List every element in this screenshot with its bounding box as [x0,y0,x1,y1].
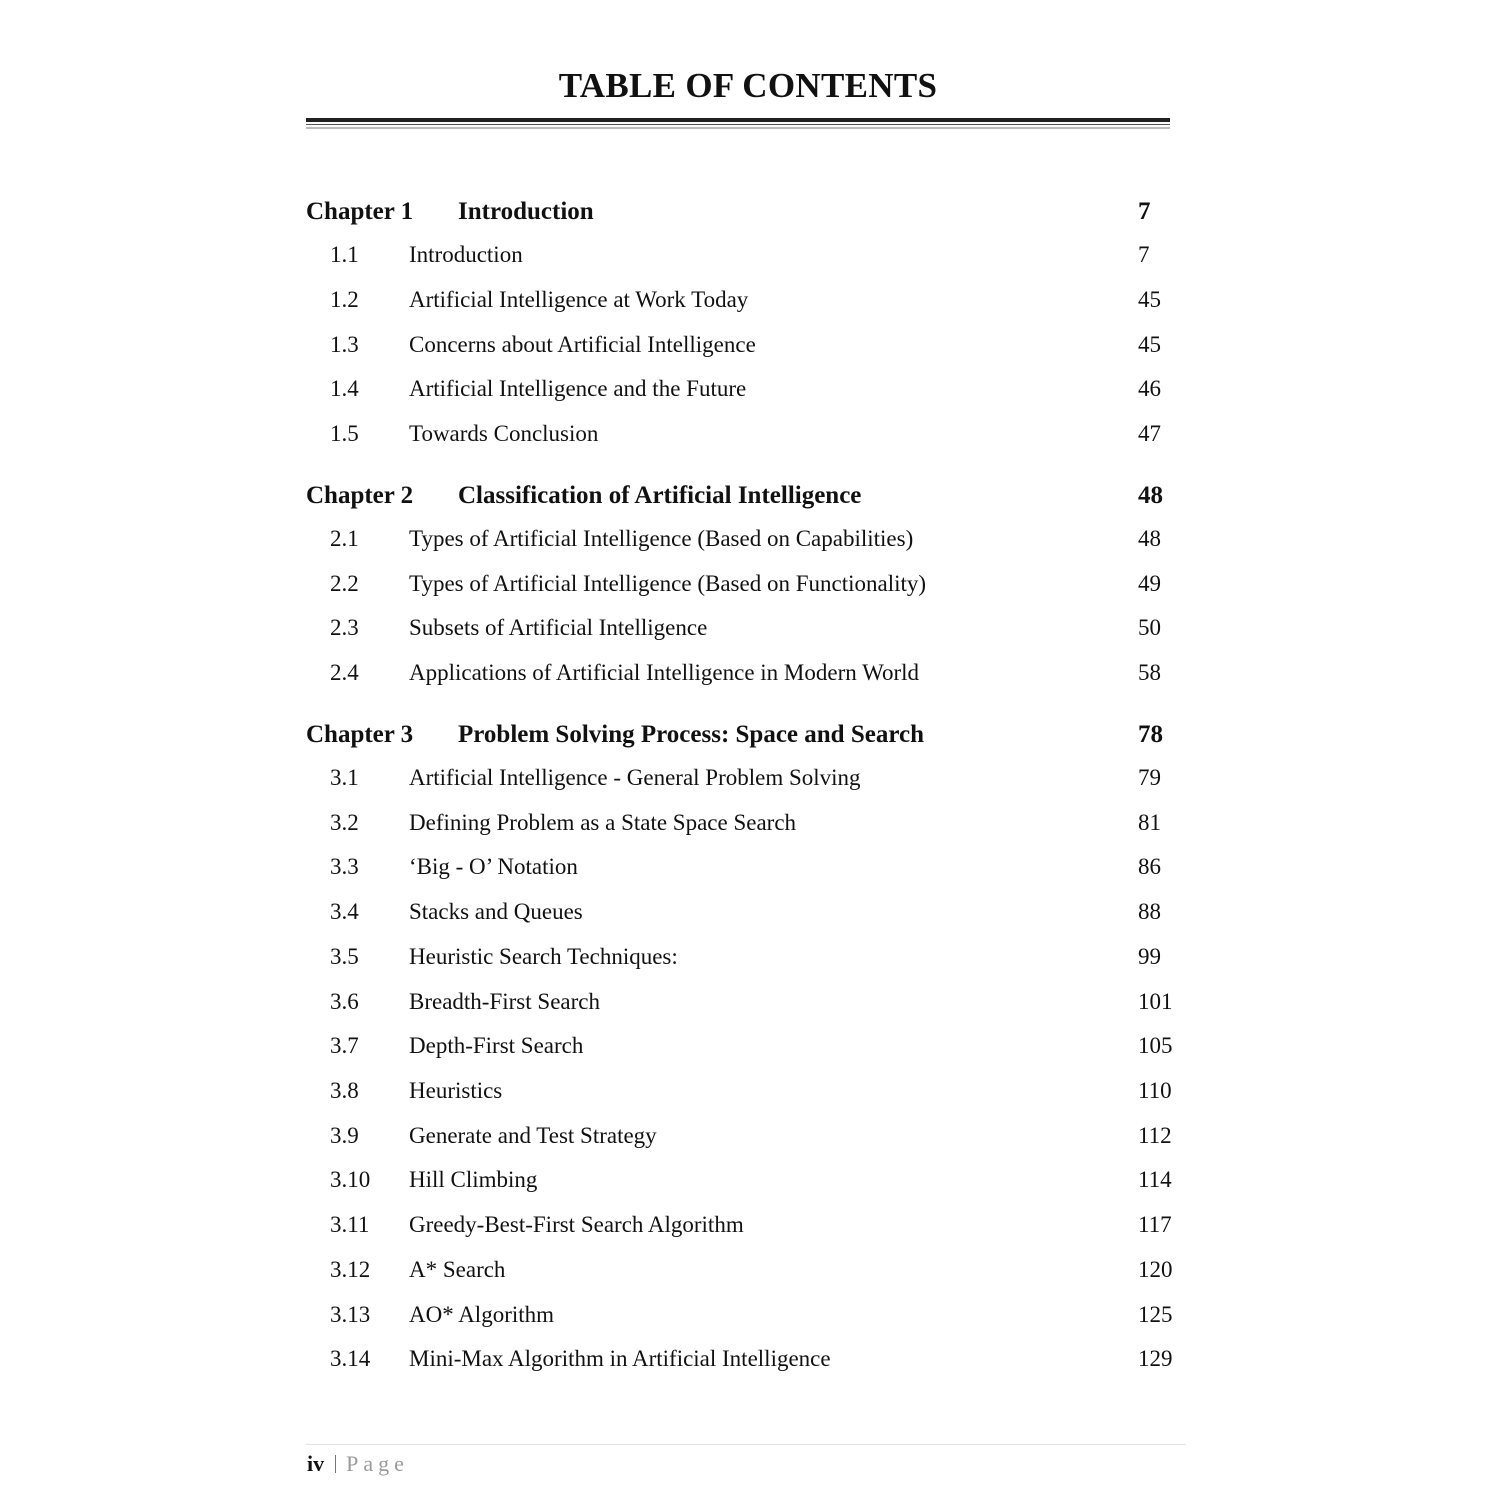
section-title: Breadth-First Search [409,989,600,1014]
chapter-title: Classification of Artificial Intelligence [458,482,862,509]
footer-page-number: iv [307,1451,325,1476]
toc-section-row [306,414,1186,454]
section-title: Concerns about Artificial Intelligence [409,332,756,357]
page-number: 48 [1138,526,1161,551]
section-number: 2.3 [330,615,359,640]
section-title: Types of Artificial Intelligence (Based on Functionality) [409,571,927,596]
section-title: A* Search [409,1257,506,1282]
toc-section-row [306,982,1186,1022]
chapter-title: Problem Solving Process: Space and Search [458,721,924,748]
section-number: 1.2 [330,287,359,312]
section-title: Hill Climbing [409,1167,538,1192]
toc-chapter-row [306,476,1186,516]
section-title: Mini-Max Algorithm in Artificial Intelligence [409,1346,831,1371]
page-number: 50 [1138,615,1161,640]
page-number: 117 [1138,1212,1172,1237]
toc-section-row [306,847,1186,887]
section-number: 3.2 [330,810,359,835]
section-number: 3.11 [330,1212,370,1237]
section-title: Defining Problem as a State Space Search [409,810,797,835]
section-number: 3.1 [330,765,359,790]
page-number: 58 [1138,660,1161,685]
section-title: Types of Artificial Intelligence (Based on Capabilities) [409,526,914,551]
page-number: 101 [1138,989,1173,1014]
section-title: Generate and Test Strategy [409,1123,657,1148]
page-number: 7 [1138,198,1151,225]
page-number: 125 [1138,1302,1173,1327]
page-number: 81 [1138,810,1161,835]
section-number: 1.3 [330,332,359,357]
page-number: 88 [1138,899,1161,924]
section-title: Towards Conclusion [409,421,599,446]
toc-chapter-row [306,715,1186,755]
section-title: ‘Big - O’ Notation [409,854,578,879]
toc-section-row [306,758,1186,798]
section-number: 2.2 [330,571,359,596]
toc-section-row [306,892,1186,932]
toc-section-row [306,1250,1186,1290]
footer-divider [306,1444,1186,1445]
section-number: 3.14 [330,1346,371,1371]
toc-section-row [306,1116,1186,1156]
section-number: 3.4 [330,899,359,924]
toc-section-row [306,1295,1186,1335]
page-number: 120 [1138,1257,1173,1282]
page-number: 86 [1138,854,1161,879]
section-title: Subsets of Artificial Intelligence [409,615,708,640]
toc-section-row [306,1339,1186,1379]
page-number: 45 [1138,287,1161,312]
section-number: 3.9 [330,1123,359,1148]
toc-section-row [306,325,1186,365]
page-number: 79 [1138,765,1161,790]
page-number: 49 [1138,571,1161,596]
toc-section-row [306,653,1186,693]
chapter-title: Introduction [458,198,594,225]
page-number: 112 [1138,1123,1172,1148]
section-number: 3.13 [330,1302,371,1327]
toc-section-row [306,564,1186,604]
section-title: AO* Algorithm [409,1302,555,1327]
toc-section-row [306,937,1186,977]
section-title: Heuristics [409,1078,503,1103]
page-number: 48 [1138,482,1163,509]
page-number: 129 [1138,1346,1173,1371]
section-title: Artificial Intelligence - General Problem Solving [409,765,861,790]
footer-page-word: Page [346,1451,409,1476]
toc-chapter-row [306,192,1186,232]
section-number: 3.5 [330,944,359,969]
chapter-label: Chapter 1 [306,198,414,225]
page-number: 78 [1138,721,1163,748]
section-number: 3.6 [330,989,359,1014]
toc-section-row [306,608,1186,648]
toc-section-row [306,519,1186,559]
section-number: 3.3 [330,854,359,879]
toc-section-row [306,1205,1186,1245]
page-number: 47 [1138,421,1161,446]
chapter-label: Chapter 3 [306,721,414,748]
page-number: 105 [1138,1033,1173,1058]
section-number: 3.12 [330,1257,371,1282]
section-title: Depth-First Search [409,1033,584,1058]
section-number: 3.10 [330,1167,371,1192]
toc-section-row [306,1026,1186,1066]
chapter-label: Chapter 2 [306,482,414,509]
toc-section-row [306,803,1186,843]
section-number: 1.5 [330,421,359,446]
section-number: 3.8 [330,1078,359,1103]
toc-section-row [306,235,1186,275]
page-number: 99 [1138,944,1161,969]
page-number: 7 [1138,242,1150,267]
toc-section-row [306,280,1186,320]
page-number: 46 [1138,376,1161,401]
section-title: Greedy-Best-First Search Algorithm [409,1212,744,1237]
section-number: 1.1 [330,242,359,267]
toc-section-row [306,1160,1186,1200]
section-title: Applications of Artificial Intelligence in Modern World [409,660,919,685]
section-number: 3.7 [330,1033,359,1058]
page-title: TABLE OF CONTENTS [558,66,938,105]
section-title: Stacks and Queues [409,899,583,924]
footer-separator [335,1455,336,1473]
section-title: Artificial Intelligence at Work Today [409,287,749,312]
section-title: Heuristic Search Techniques: [409,944,678,969]
page-number: 45 [1138,332,1161,357]
section-title: Artificial Intelligence and the Future [409,376,747,401]
page-footer [307,1448,409,1480]
page-number: 110 [1138,1078,1172,1103]
toc-section-row [306,1071,1186,1111]
section-number: 2.4 [330,660,359,685]
section-number: 1.4 [330,376,359,401]
page-number: 114 [1138,1167,1172,1192]
toc-section-row [306,369,1186,409]
section-title: Introduction [409,242,523,267]
section-number: 2.1 [330,526,359,551]
